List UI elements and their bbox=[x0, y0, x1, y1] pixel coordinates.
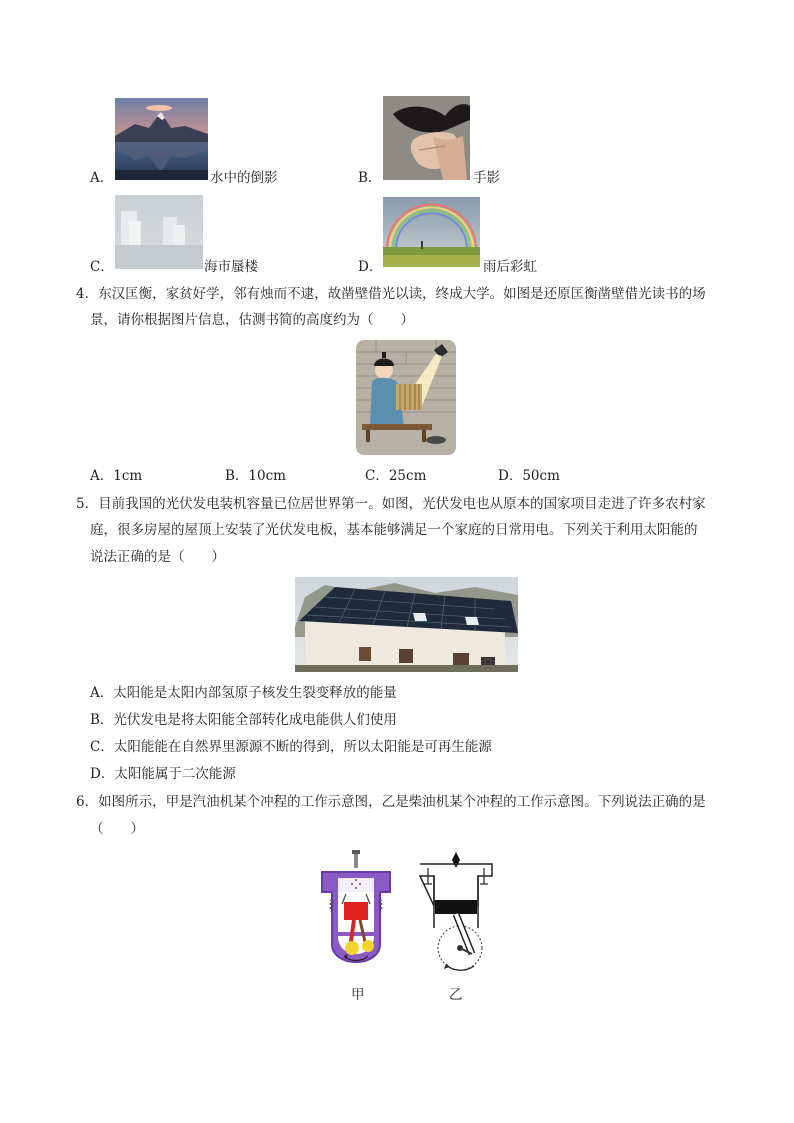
option-letter: D． bbox=[358, 259, 383, 275]
option-caption: 海市蜃楼 bbox=[204, 259, 258, 275]
option-b: B．光伏发电是将太阳能全部转化成电能供人们使用 bbox=[90, 712, 397, 728]
rainbow-image bbox=[383, 197, 480, 267]
option-caption: 雨后彩虹 bbox=[483, 259, 537, 275]
diagram-label-right: 乙 bbox=[449, 987, 463, 1003]
mirage-image bbox=[115, 195, 203, 269]
option-c: C．25cm bbox=[365, 468, 427, 484]
question-stem-line: 5．目前我国的光伏发电装机容量已位居世界第一。如图，光伏发电也从原本的国家项目走进了许多农村家 bbox=[76, 496, 706, 512]
diesel-engine-diagram bbox=[416, 848, 496, 978]
option-caption: 水中的倒影 bbox=[210, 170, 278, 186]
option-d: D．50cm bbox=[498, 468, 560, 484]
option-b: B．10cm bbox=[225, 468, 286, 484]
mountain-reflection-image bbox=[115, 98, 208, 180]
hand-shadow-image bbox=[383, 96, 470, 180]
question-stem-line: 说法正确的是（ ） bbox=[90, 549, 225, 565]
solar-roof-house-image bbox=[295, 577, 518, 672]
question-stem-line: 4．东汉匡衡，家贫好学，邻有烛而不逮，故凿壁借光以读，终成大学。如图是还原匡衡凿壁借光读书的场 bbox=[76, 286, 706, 302]
option-letter: B． bbox=[358, 170, 382, 186]
gasoline-engine-diagram bbox=[316, 848, 396, 978]
question-stem-line: （ ） bbox=[90, 821, 144, 837]
option-caption: 手影 bbox=[473, 170, 500, 186]
option-d: D．太阳能属于二次能源 bbox=[90, 766, 236, 782]
question-stem-line: 庭，很多房屋的屋顶上安装了光伏发电板，基本能够满足一个家庭的日常用电。下列关于利用太阳能的 bbox=[90, 522, 698, 538]
diagram-label-left: 甲 bbox=[351, 987, 365, 1003]
option-a: A．1cm bbox=[90, 468, 143, 484]
option-c: C．太阳能能在自然界里源源不断的得到，所以太阳能是可再生能源 bbox=[90, 739, 492, 755]
question-stem-line: 6．如图所示，甲是汽油机某个冲程的工作示意图，乙是柴油机某个冲程的工作示意图。下列说法正确的是 bbox=[76, 794, 706, 810]
option-letter: C． bbox=[90, 259, 114, 275]
kuang-heng-reading-image bbox=[356, 340, 456, 455]
option-a: A．太阳能是太阳内部氢原子核发生裂变释放的能量 bbox=[90, 685, 397, 701]
option-letter: A． bbox=[90, 170, 114, 186]
question-stem-line: 景，请你根据图片信息，估测书简的高度约为（ ） bbox=[90, 312, 414, 328]
